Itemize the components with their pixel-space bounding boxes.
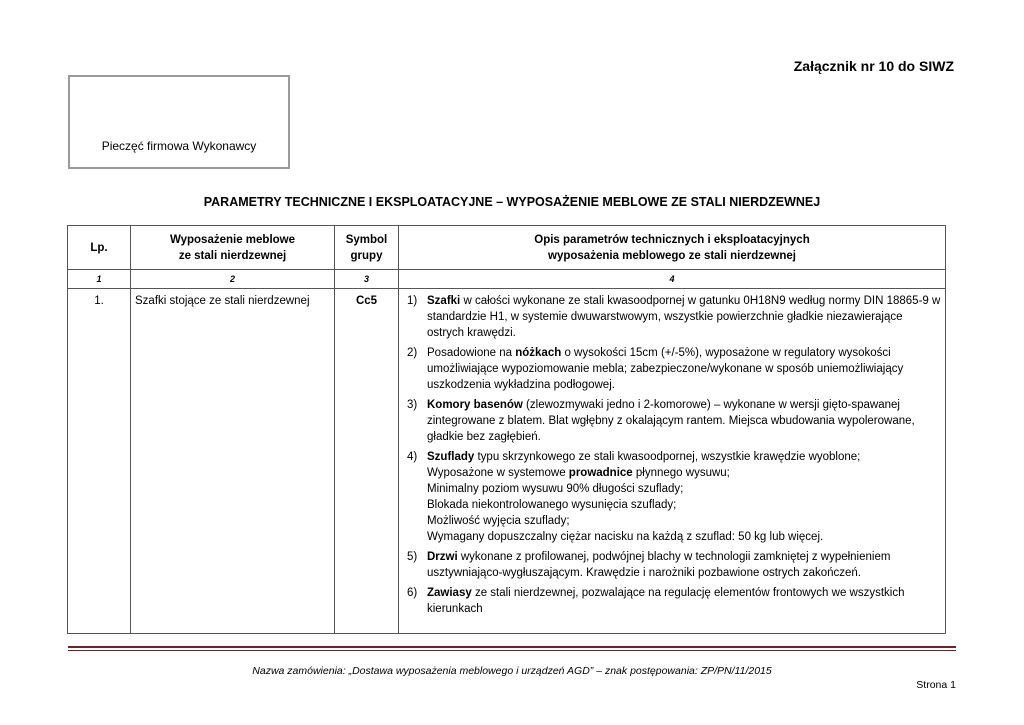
column-number: 4	[399, 270, 946, 289]
parameter-keyword: Drzwi	[427, 551, 458, 563]
parameter-body: o wysokości 15cm (+/-5%), wyposażone w regulatory wysokości umożliwiające wypoziomowanie mebla; zabezpieczone/wykonane w sposób uniemożliwiający uszkodzenia wykładzina podłogowej.	[427, 347, 904, 391]
parameter-text	[427, 293, 941, 341]
parameters-table	[67, 225, 946, 634]
parameter-item	[407, 397, 941, 445]
parameter-number: 5)	[407, 551, 418, 563]
parameter-item	[407, 449, 941, 545]
parameter-keyword: Komory basenów	[427, 399, 523, 411]
parameter-keyword: Zawiasy	[427, 587, 472, 599]
parameter-text	[427, 397, 941, 445]
row-description	[399, 289, 946, 634]
header-lp: Lp.	[68, 226, 131, 270]
header-item-line2: ze stali nierdzewnej	[178, 249, 287, 262]
parameter-number: 3)	[407, 399, 418, 411]
parameter-prefix: Posadowione na	[427, 347, 516, 359]
parameter-number: 6)	[407, 587, 418, 599]
document-heading: PARAMETRY TECHNICZNE I EKSPLOATACYJNE – WYPOSAŻENIE MEBLOWE ZE STALI NIERDZEWNEJ	[203, 195, 821, 209]
parameter-item	[407, 345, 941, 393]
parameter-body: (zlewozmywaki jedno i 2-komorowe) – wykonane w wersji gięto-spawanej zintegrowane z blatem. Blat wgłębny z okalającym rantem. Miejsca wbudowania wypolerowane, gładkie bez zagłębień.	[427, 399, 915, 443]
header-description-line1: Opis parametrów technicznych i eksploatacyjnych	[534, 233, 810, 246]
footer-order-name: Nazwa zamówienia: „Dostawa wyposażenia meblowego i urządzeń AGD” – znak postępowania: ZP/PN/11/2015	[252, 665, 772, 677]
parameter-keyword: prowadnice	[568, 467, 633, 479]
parameter-line: Minimalny poziom wysuwu 90% długości szuflady;	[427, 483, 684, 495]
parameter-body: w całości wykonane ze stali kwasoodpornej w gatunku 0H18N9 według normy DIN 18865-9 w standardzie H1, w systemie dwuwarstwowym, wszystkie powierzchnie gładkie niezawierające ostrych krawędzi.	[427, 295, 941, 339]
header-item	[131, 226, 335, 270]
parameter-number: 2)	[407, 347, 418, 359]
parameter-keyword: Szuflady	[427, 451, 475, 463]
column-number: 1	[68, 270, 131, 289]
parameter-line: Wyposażone w systemowe	[427, 467, 569, 479]
parameter-item	[407, 549, 941, 581]
table-row	[68, 289, 946, 634]
parameter-body: typu skrzynkowego ze stali kwasoodpornej, wszystkie krawędzie wyoblone;	[474, 451, 861, 463]
company-stamp-box	[68, 75, 290, 169]
row-item: Szafki stojące ze stali nierdzewnej	[131, 289, 335, 634]
annex-label: Załącznik nr 10 do SIWZ	[793, 58, 954, 74]
column-number: 3	[335, 270, 399, 289]
parameter-text	[427, 585, 941, 617]
header-symbol	[335, 226, 399, 270]
row-symbol	[335, 289, 399, 634]
row-lp: 1.	[68, 289, 131, 634]
parameter-text	[427, 449, 941, 545]
parameter-keyword: nóżkach	[515, 347, 562, 359]
parameter-list	[403, 293, 941, 617]
company-stamp-label: Pieczęć firmowa Wykonawcy	[101, 139, 257, 153]
page-number: Strona 1	[916, 679, 956, 691]
parameter-keyword: Szafki	[427, 295, 461, 307]
column-number-row	[68, 270, 946, 289]
header-description	[399, 226, 946, 270]
header-symbol-line2: grupy	[350, 249, 383, 262]
parameter-line: płynnego wysuwu;	[632, 467, 730, 479]
parameter-line: Blokada niekontrolowanego wysunięcia szuflady;	[427, 499, 677, 511]
parameter-number: 4)	[407, 451, 418, 463]
footer-divider-thin	[68, 650, 956, 651]
row-symbol-value: Cc5	[355, 295, 378, 307]
parameter-body: wykonane z profilowanej, podwójnej blachy w technologii zamkniętej z wypełnieniem usztywniająco-wygłuszającym. Krawędzie i narożniki pozbawione ostrych zakończeń.	[427, 551, 891, 579]
footer-divider	[68, 646, 956, 648]
parameter-item	[407, 585, 941, 617]
header-item-line1: Wyposażenie meblowe	[169, 233, 296, 246]
parameter-text	[427, 345, 941, 393]
header-symbol-line1: Symbol	[345, 233, 388, 246]
parameter-number: 1)	[407, 295, 418, 307]
parameter-line: Możliwość wyjęcia szuflady;	[427, 515, 570, 527]
parameter-item	[407, 293, 941, 341]
column-number: 2	[131, 270, 335, 289]
parameter-text	[427, 549, 941, 581]
parameter-body: ze stali nierdzewnej, pozwalające na regulację elementów frontowych we wszystkich kierunkach	[427, 587, 905, 615]
table-header-row	[68, 226, 946, 270]
header-description-line2: wyposażenia meblowego ze stali nierdzewnej	[548, 249, 796, 262]
parameter-line: Wymagany dopuszczalny ciężar nacisku na każdą z szuflad: 50 kg lub więcej.	[427, 531, 824, 543]
